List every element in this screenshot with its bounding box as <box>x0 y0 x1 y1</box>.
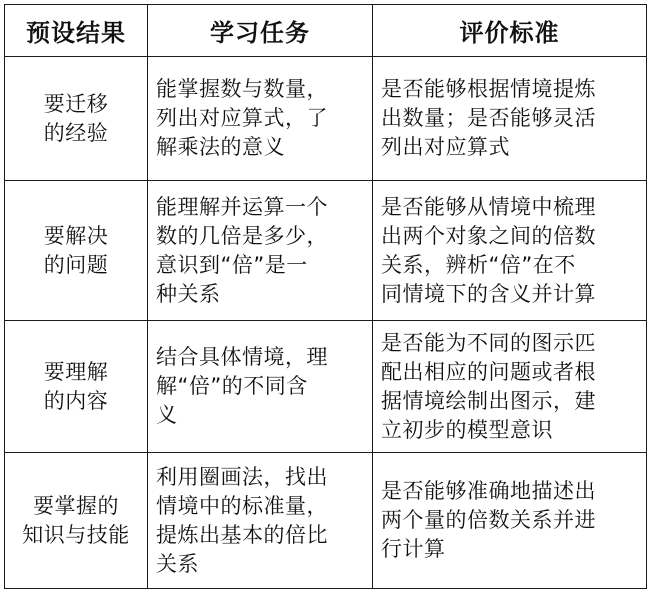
cell-line: 列出对应算式，了 <box>156 106 328 130</box>
cell-line: 出数量；是否能够灵活 <box>381 106 596 130</box>
cell-line: 出两个对象之间的倍数 <box>381 223 596 248</box>
cell-line: 配出相应的问题或者根 <box>381 359 596 384</box>
learning-task-cell <box>148 57 373 181</box>
cell-line: 列出对应算式 <box>381 135 510 159</box>
cell-line: 解“倍”的不同含 <box>156 374 308 398</box>
cell-line: 据情境绘制出图示，建 <box>381 388 596 413</box>
expected-result-cell <box>5 321 148 453</box>
cell-line: 知识与技能 <box>22 522 130 547</box>
cell-line: 关系 <box>156 551 199 576</box>
header-evaluation-criteria: 评价标准 <box>373 5 647 57</box>
cell-line: 同情境下的含义并计算 <box>381 281 596 306</box>
header-learning-task: 学习任务 <box>148 5 373 57</box>
expected-result-cell <box>5 453 148 589</box>
evaluation-criteria-cell <box>373 321 647 453</box>
cell-line: 是否能够根据情境提炼 <box>381 77 596 101</box>
cell-line: 的问题 <box>43 252 109 277</box>
table-row <box>5 57 647 181</box>
cell-line: 意识到“倍”是一 <box>156 252 308 277</box>
table-row <box>5 181 647 321</box>
header-row <box>5 5 647 57</box>
cell-line: 要掌握的 <box>33 493 119 518</box>
cell-line: 要迁移 <box>43 91 109 116</box>
cell-line: 要解决 <box>43 223 109 248</box>
cell-line: 种关系 <box>156 281 221 306</box>
table-row <box>5 321 647 453</box>
cell-line: 行计算 <box>381 537 446 561</box>
cell-line: 利用圈画法，找出 <box>156 464 328 489</box>
cell-line: 两个量的倍数关系并进 <box>381 508 596 532</box>
cell-line: 数的几倍是多少， <box>156 223 328 248</box>
cell-line: 要理解 <box>43 359 109 384</box>
header-expected-result: 预设结果 <box>5 5 148 57</box>
cell-line: 的经验 <box>43 120 109 145</box>
cell-line: 提炼出基本的倍比 <box>156 522 328 547</box>
cell-line: 关系，辨析“倍”在不 <box>381 252 576 277</box>
learning-task-cell <box>148 321 373 453</box>
cell-line: 情境中的标准量， <box>156 493 328 518</box>
cell-line: 能理解并运算一个 <box>156 194 328 219</box>
cell-line: 义 <box>156 403 178 427</box>
cell-line: 的内容 <box>43 388 109 413</box>
cell-line: 能掌握数与数量， <box>156 77 328 101</box>
cell-line: 是否能够从情境中梳理 <box>381 194 596 219</box>
cell-line: 是否能够准确地描述出 <box>381 479 596 503</box>
expected-result-cell <box>5 57 148 181</box>
evaluation-table <box>4 4 647 589</box>
learning-task-cell <box>148 453 373 589</box>
cell-line: 立初步的模型意识 <box>381 417 553 442</box>
expected-result-cell <box>5 181 148 321</box>
evaluation-criteria-cell <box>373 181 647 321</box>
cell-line: 解乘法的意义 <box>156 135 285 159</box>
table-row <box>5 453 647 589</box>
cell-line: 是否能为不同的图示匹 <box>381 330 596 355</box>
evaluation-criteria-cell <box>373 57 647 181</box>
evaluation-criteria-cell <box>373 453 647 589</box>
learning-task-cell <box>148 181 373 321</box>
cell-line: 结合具体情境，理 <box>156 345 328 369</box>
